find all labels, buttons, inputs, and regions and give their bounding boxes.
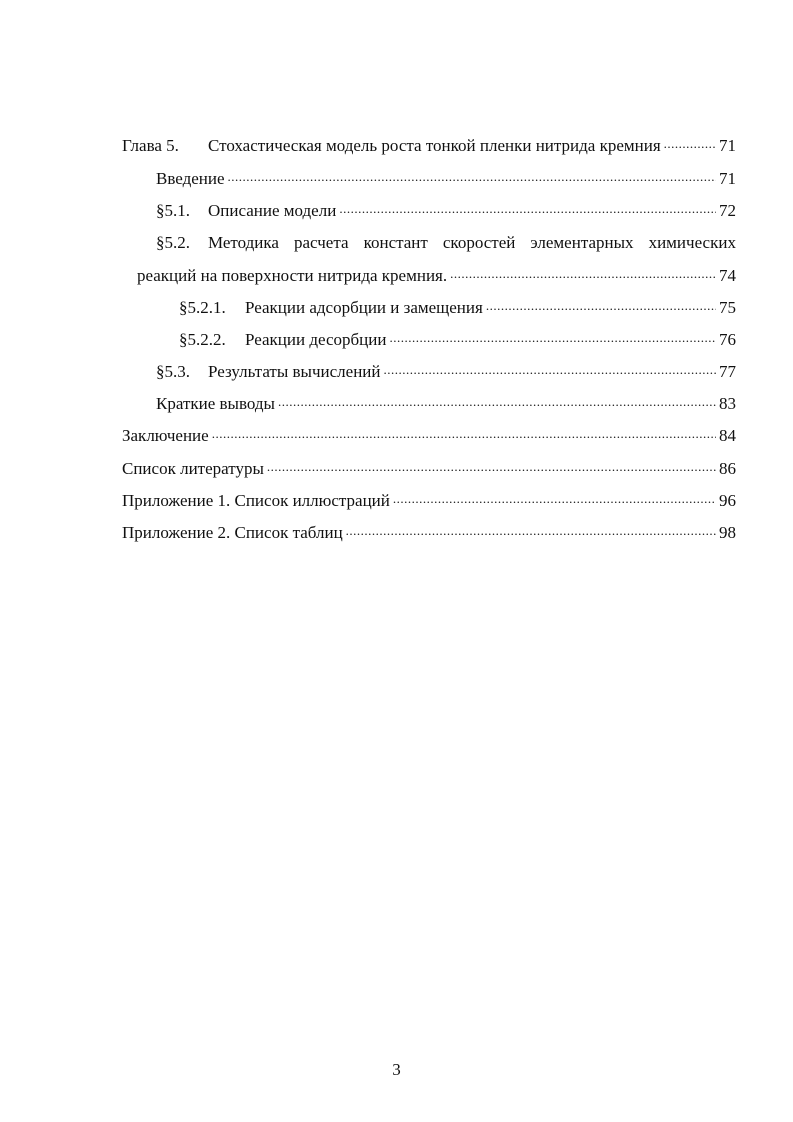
toc-entry-page: 72: [719, 201, 736, 220]
toc-entry-references: [122, 457, 736, 481]
toc-entry-title: Список литературы: [122, 459, 264, 478]
toc-entry-title-continued: реакций на поверхности нитрида кремния.: [137, 266, 448, 285]
toc-entry-title: Реакции адсорбции и замещения: [245, 298, 483, 317]
toc-entry-title: Заключение: [122, 426, 209, 445]
toc-dot-leader: [384, 357, 717, 382]
toc-dot-leader: [664, 131, 716, 156]
toc-entry-title: Введение: [156, 169, 225, 188]
toc-dot-leader: [389, 325, 716, 350]
toc-entry-label: Глава 5.: [122, 136, 179, 155]
toc-entry-title: Приложение 1. Список иллюстраций: [122, 491, 390, 510]
toc-entry-title: Краткие выводы: [156, 394, 275, 413]
toc-entry-section-5-2-continued: [137, 264, 736, 288]
toc-dot-leader: [346, 518, 716, 543]
page-number: 3: [392, 1060, 401, 1079]
toc-dot-leader: [339, 196, 716, 221]
toc-entry-label: §5.3.: [156, 362, 190, 381]
toc-dot-leader: [450, 261, 716, 286]
toc-entry-conclusion: [122, 424, 736, 448]
toc-entry-label: §5.2.: [156, 233, 190, 252]
toc-entry-page: 71: [719, 169, 736, 188]
toc-entry-section-5-1: [156, 199, 736, 223]
toc-entry-appendix-2: [122, 521, 736, 545]
toc-dot-leader: [228, 164, 716, 189]
toc-entry-page: 77: [719, 362, 736, 381]
title-word: расчета: [294, 233, 349, 252]
title-word: констант: [363, 233, 428, 252]
toc-entry-page: 96: [719, 491, 736, 510]
toc-dot-leader: [278, 389, 716, 414]
toc-entry-page: 86: [719, 459, 736, 478]
toc-entry-title: Результаты вычислений: [208, 362, 381, 381]
toc-dot-leader: [267, 454, 716, 479]
toc-entry-page: 71: [719, 136, 736, 155]
toc-entry-title: [208, 231, 736, 255]
toc-entry-page: 98: [719, 523, 736, 542]
toc-entry-page: 83: [719, 394, 736, 413]
toc-dot-leader: [393, 486, 716, 511]
toc-entry-title: Реакции десорбции: [245, 330, 387, 349]
title-word: Методика: [208, 233, 279, 252]
title-word: химических: [648, 233, 736, 252]
toc-entry-page: 74: [719, 266, 736, 285]
toc-entry-introduction: [156, 167, 736, 191]
toc-entry-chapter-5: [122, 134, 736, 158]
toc-entry-appendix-1: [122, 489, 736, 513]
toc-entry-page: 76: [719, 330, 736, 349]
toc-dot-leader: [212, 421, 716, 446]
toc-entry-label: §5.1.: [156, 201, 190, 220]
toc-entry-label: §5.2.1.: [179, 298, 226, 317]
toc-entry-page: 75: [719, 298, 736, 317]
toc-entry-title: Описание модели: [208, 201, 337, 220]
title-word: скоростей: [442, 233, 516, 252]
toc-entry-summary: [156, 392, 736, 416]
toc-entry-section-5-3: [156, 360, 736, 384]
toc-entry-title: Приложение 2. Список таблиц: [122, 523, 343, 542]
title-word: элементарных: [530, 233, 634, 252]
toc-entry-section-5-2-2: [179, 328, 736, 352]
toc-dot-leader: [486, 293, 716, 318]
toc-entry-label: §5.2.2.: [179, 330, 226, 349]
toc-entry-page: 84: [719, 426, 736, 445]
toc-entry-section-5-2: [156, 231, 736, 255]
toc-entry-section-5-2-1: [179, 296, 736, 320]
toc-entry-title: Стохастическая модель роста тонкой пленки нитрида кремния: [208, 136, 661, 155]
